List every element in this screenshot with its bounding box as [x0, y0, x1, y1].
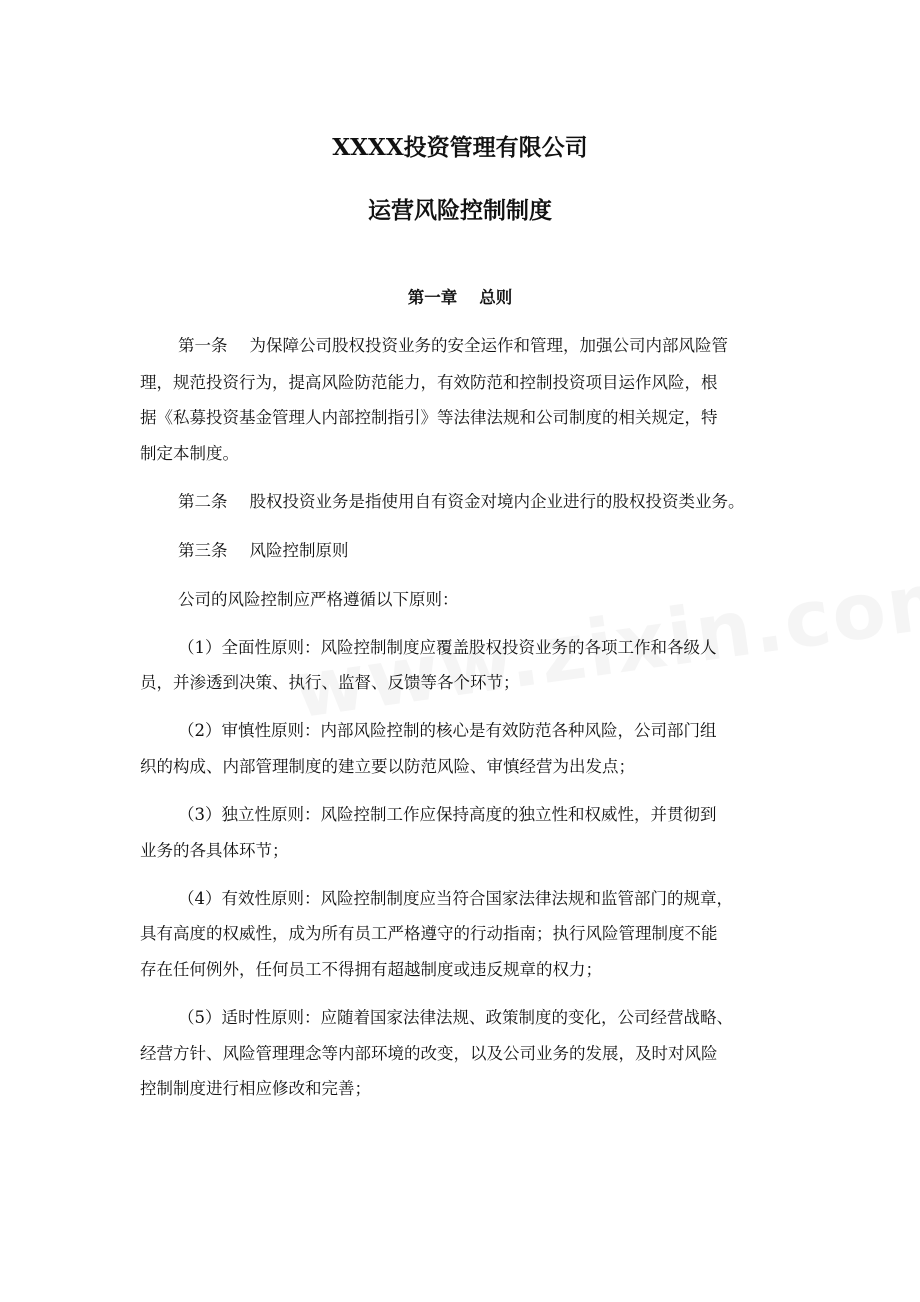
article-2	[178, 489, 745, 515]
principle-4-line-3: 存在任何例外，任何员工不得拥有超越制度或违反规章的权力；	[140, 960, 602, 979]
principle-4-line-1: （4）有效性原则：风险控制制度应当符合国家法律法规和监管部门的规章，	[178, 889, 733, 908]
article-3-text: 风险控制原则	[249, 541, 349, 560]
article-3	[178, 538, 349, 564]
principle-2-line-1: （2）审慎性原则：内部风险控制的核心是有效防范各种风险，公司部门组	[178, 721, 717, 740]
principles-intro: 公司的风险控制应严格遵循以下原则：	[178, 590, 459, 609]
article-1-line-1	[178, 333, 728, 359]
principle-1-line-2: 员，并渗透到决策、执行、监督、反馈等各个环节；	[140, 673, 520, 692]
article-1-line-3: 据《私募投资基金管理人内部控制指引》等法律法规和公司制度的相关规定，特	[140, 408, 718, 427]
principle-3-line-2: 业务的各具体环节；	[140, 841, 289, 860]
principle-2-line-2: 织的构成、内部管理制度的建立要以防范风险、审慎经营为出发点；	[140, 757, 635, 776]
principle-5-line-2: 经营方针、风险管理理念等内部环境的改变，以及公司业务的发展，及时对风险	[140, 1044, 718, 1063]
chapter-name: 总则	[479, 288, 513, 307]
article-2-label: 第二条	[178, 492, 228, 511]
article-1-line-4: 制定本制度。	[140, 444, 239, 463]
principle-5-line-1: （5）适时性原则：应随着国家法律法规、政策制度的变化，公司经营战略、	[178, 1008, 733, 1027]
article-1-text: 为保障公司股权投资业务的安全运作和管理，加强公司内部风险管	[249, 336, 728, 355]
document-title: 运营风险控制制度	[368, 197, 552, 224]
principle-4-line-2: 具有高度的权威性，成为所有员工严格遵守的行动指南；执行风险管理制度不能	[140, 924, 718, 943]
company-title: XXXX投资管理有限公司	[332, 134, 588, 161]
chapter-number: 第一章	[407, 288, 458, 307]
principle-1-line-1: （1）全面性原则：风险控制制度应覆盖股权投资业务的各项工作和各级人	[178, 638, 717, 657]
chapter-heading	[0, 285, 920, 311]
article-2-text: 股权投资业务是指使用自有资金对境内企业进行的股权投资类业务。	[249, 492, 745, 511]
principle-5-line-3: 控制制度进行相应修改和完善；	[140, 1079, 371, 1098]
article-1-label: 第一条	[178, 336, 228, 355]
principle-3-line-1: （3）独立性原则：风险控制工作应保持高度的独立性和权威性，并贯彻到	[178, 805, 717, 824]
article-3-label: 第三条	[178, 541, 228, 560]
article-1-line-2: 理，规范投资行为，提高风险防范能力，有效防范和控制投资项目运作风险，根	[140, 373, 718, 392]
